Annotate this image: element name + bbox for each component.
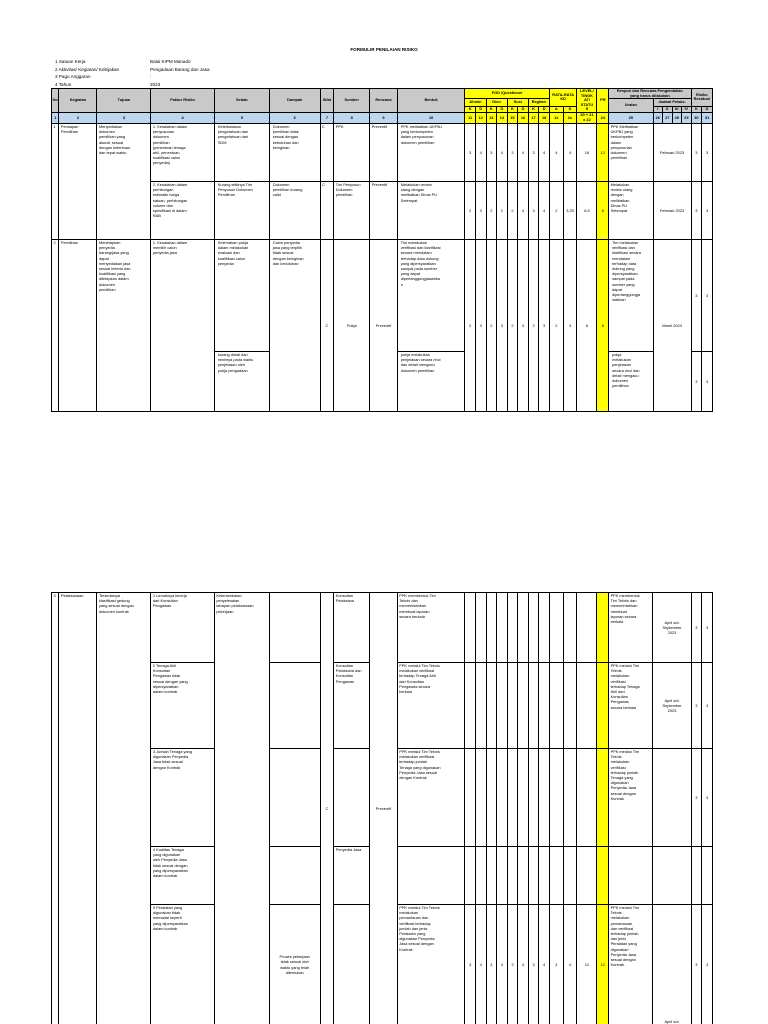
col-number: 5 bbox=[214, 112, 269, 123]
jadwal-sub: I bbox=[653, 106, 663, 112]
score-cell bbox=[539, 847, 550, 905]
col-number: 16 bbox=[518, 112, 529, 123]
score-cell bbox=[497, 749, 508, 847]
fgd-sub: K bbox=[465, 106, 476, 112]
col-respon: Respon dan Rencana Pengendalian yang harus dilakukan bbox=[609, 89, 691, 99]
row-tujuan: Menetapkan penyedia barang/jasa yang dapat menyediakan jasa sesuai kriteria dan kualifikasi yang ditetapkan dalam dokumen pemilihan bbox=[97, 239, 151, 411]
score-cell bbox=[528, 847, 539, 905]
col-uraian: Uraian bbox=[609, 99, 653, 113]
col-number: 15 bbox=[507, 112, 518, 123]
row-no: 3 bbox=[52, 593, 59, 1024]
residual-cell: 3 bbox=[702, 239, 713, 351]
score-cell: 3 bbox=[549, 905, 563, 1024]
score-cell bbox=[518, 749, 529, 847]
col-number: 17 bbox=[528, 112, 539, 123]
row-faktor: 4 Kualitas Tenaga yang digunakan oleh Penyedia Jasa tidak sesuai dengan yang dipersyaratkan dalam kontrak bbox=[151, 847, 214, 905]
score-cell bbox=[486, 749, 497, 847]
row-sumber: PPK bbox=[334, 123, 370, 181]
meta-label: 4 Tahun bbox=[55, 81, 72, 87]
score-cell: 4 bbox=[497, 905, 508, 1024]
table-row bbox=[52, 593, 713, 663]
row-bentuk: Tim melakukan verifikasi dan klarifikasi secara mendalam terhadap data dukung yang dipersyaratkan sampai pada sumber yang dapat dipertanggungjawabka n bbox=[397, 239, 465, 351]
score-cell: 3 bbox=[528, 905, 539, 1024]
score-cell: 3 bbox=[486, 123, 497, 181]
score-cell bbox=[507, 593, 518, 663]
row-dampak bbox=[269, 749, 320, 847]
row-uraian: PPK melalui Tim Teknis melakukan verifikasi terhadap jumlah Tenaga yang digunakan Penyedia Jasa sesuai dengan Kontrak bbox=[609, 749, 653, 847]
score-cell: 2 bbox=[486, 239, 497, 411]
score-cell bbox=[497, 847, 508, 905]
meta-label: 2 Aktivitas/ Kegiatan/ Kebijakan bbox=[55, 66, 120, 72]
score-cell bbox=[497, 663, 508, 749]
residual-cell: 3 bbox=[691, 123, 702, 181]
row-uraian: pokja melakukan penjelasan secara rinci dan detail mengacu dokumen pemilihan bbox=[609, 351, 653, 411]
col-number: 7 bbox=[320, 112, 334, 123]
residual-cell: 3 bbox=[691, 905, 702, 1024]
row-bentuk: PPK membentuk Tim Teknis dan memerintahkan membuat laporan secara berkala bbox=[397, 593, 465, 663]
col-number: 31 bbox=[702, 112, 713, 123]
row-sumber: Tim Penyusun Dokumen pemilihan bbox=[334, 181, 370, 239]
row-no: 2 bbox=[52, 239, 59, 411]
col-level: LEVEL/ TINGK AT/ STATU S bbox=[577, 89, 597, 113]
col-jadwal: Jadwal Pelaks. bbox=[653, 99, 691, 107]
residual-cell: 3 bbox=[702, 905, 713, 1024]
rata-sub: A bbox=[549, 106, 563, 112]
score-cell: 2 bbox=[528, 239, 539, 411]
score-cell bbox=[563, 749, 577, 847]
col-pr: PR bbox=[597, 89, 609, 113]
col-number: 6 bbox=[269, 112, 320, 123]
row-no: 1 bbox=[52, 123, 59, 239]
row-dampak: Calon penyedia jasa yang terpilih tidak sesuai dengan keinginan dan kebutuhan bbox=[269, 239, 320, 411]
col-residual: Risiko Residual bbox=[691, 89, 712, 107]
score-cell: 4 bbox=[539, 905, 550, 1024]
score-cell: 2 bbox=[497, 181, 508, 239]
row-sumber bbox=[334, 905, 370, 1024]
score-cell: 4 bbox=[563, 905, 577, 1024]
row-rencana: Preventif bbox=[370, 593, 397, 1024]
score-cell: 4 bbox=[475, 123, 486, 181]
score-cell: 6,5 bbox=[577, 181, 597, 239]
form-meta bbox=[55, 58, 210, 88]
score-cell bbox=[577, 663, 597, 749]
meta-label: 1 Satuan Kerja bbox=[55, 59, 86, 64]
row-kegiatan: Persiapan Pemilihan bbox=[59, 123, 97, 239]
col-number: 1x bbox=[549, 112, 563, 123]
score-cell bbox=[528, 593, 539, 663]
row-jadwal: Februari 2023 bbox=[653, 181, 691, 239]
row-uraian: PPK Melibatkan UKPBJ yang berkompeten dalam penyusunan dokumen pemilihan bbox=[609, 123, 653, 181]
pr-cell bbox=[597, 749, 609, 847]
row-jadwal: April s/d. September 2023 bbox=[653, 593, 691, 663]
score-cell: 4 bbox=[549, 123, 563, 181]
row-sumber: Konsultan Pelaksana dan Konsultan Pengawas bbox=[334, 663, 370, 749]
col-number: 24 bbox=[597, 112, 609, 123]
score-cell bbox=[497, 593, 508, 663]
row-faktor: 3 Jumlah Tenaga yang digunakan Penyedia Jasa tidak sesuai dengan Kontrak bbox=[151, 749, 214, 847]
score-cell bbox=[549, 749, 563, 847]
residual-cell: 3 bbox=[691, 663, 702, 749]
row-uraian: PPK membentuk Tim Teknis dan memerintahkan membuat laporan secara berkala bbox=[609, 593, 653, 663]
col-dampak: Dampak bbox=[269, 89, 320, 113]
row-bentuk: Melakukan review ulang dengan melibatkan Dinas PU Setempat bbox=[397, 181, 465, 239]
fgd-sub: D bbox=[475, 106, 486, 112]
score-cell: 3 bbox=[528, 181, 539, 239]
pr-cell: 12 bbox=[597, 123, 609, 181]
score-cell bbox=[577, 847, 597, 905]
meta-value: Pengadaan Barang dan Jasa bbox=[150, 66, 210, 72]
score-cell: 3 bbox=[528, 123, 539, 181]
row-faktor: 1. Kesalahan dalam memilih calon penyedia jasa bbox=[151, 239, 214, 411]
score-cell: 16 bbox=[577, 123, 597, 181]
col-rata: RATA-RATA KD bbox=[549, 89, 576, 107]
col-sumber: Sumber bbox=[334, 89, 370, 113]
residual-cell: 3 bbox=[691, 181, 702, 239]
score-cell: 3 bbox=[539, 239, 550, 411]
row-uraian: PPK melalui Tim Teknis melakukan pemantauan dan verifikasi terhadap jumlah dan jenis Peralatan yang digunakan Penyedia Jasa sesuai dengan Kontrak bbox=[609, 905, 653, 1024]
col-number: 30 bbox=[691, 112, 702, 123]
row-kegiatan: Pelaksanaan bbox=[59, 593, 97, 1024]
residual-sub: D bbox=[702, 106, 713, 112]
form-title: FORMULIR PENILAIAN RISIKO bbox=[350, 47, 418, 52]
fgd-sub: K bbox=[528, 106, 539, 112]
table-row bbox=[52, 239, 713, 351]
fgd-group: Susi bbox=[507, 99, 528, 107]
score-cell: 3 bbox=[486, 905, 497, 1024]
fgd-sub: K bbox=[486, 106, 497, 112]
score-cell bbox=[465, 593, 476, 663]
col-bentuk: Bentuk bbox=[397, 89, 465, 113]
col-kegiatan: Kegiatan bbox=[59, 89, 97, 113]
pr-cell bbox=[597, 593, 609, 663]
col-number: 20 + 21 x 22 bbox=[577, 112, 597, 123]
col-number: 28 bbox=[672, 112, 682, 123]
row-bentuk: PPK melalui Tim Teknis melakukan verifikasi terhadap Tenaga Ahli dari Konsultan Pengawas secara berkala bbox=[397, 663, 465, 749]
row-bentuk: PPK melalui Tim Teknis melakukan pemantauan dan verifikasi terhadap jumlah dan jenis Peralatan yang digunakan Penyedia Jasa sesuai dengan Kontrak bbox=[397, 905, 465, 1024]
fgd-sub: K bbox=[507, 106, 518, 112]
row-rencana: Preventif bbox=[370, 239, 397, 411]
score-cell: 2 bbox=[465, 181, 476, 239]
score-cell: 3 bbox=[507, 905, 518, 1024]
row-sumber: Penyedia Jasa bbox=[334, 847, 370, 905]
row-bentuk: PPK melalui Tim Teknis melakukan verifikasi terhadap jumlah Tenaga yang digunakan Penyedia Jasa sesuai dengan Kontrak bbox=[397, 749, 465, 847]
residual-cell: 3 bbox=[691, 351, 702, 411]
score-cell bbox=[549, 847, 563, 905]
residual-cell: 3 bbox=[702, 181, 713, 239]
residual-sub: K bbox=[691, 106, 702, 112]
row-sifat: C bbox=[320, 181, 334, 239]
row-sebab: Kurang telitinya Tim Penyusun Dokumen Pemilihan bbox=[214, 181, 269, 239]
fgd-group: Ahmin bbox=[465, 99, 486, 107]
column-number-row bbox=[52, 112, 713, 123]
row-sumber: Pokja bbox=[334, 239, 370, 411]
row-bentuk bbox=[397, 847, 465, 905]
row-uraian: Melakukan review ulang dengan melibatkan Dinas PU Setempat bbox=[609, 181, 653, 239]
residual-cell: 3 bbox=[702, 123, 713, 181]
col-number: 13 bbox=[486, 112, 497, 123]
col-faktor: Faktor Risiko bbox=[151, 89, 214, 113]
score-cell bbox=[539, 749, 550, 847]
score-cell bbox=[465, 847, 476, 905]
row-faktor: 1 Lemahnya kinerja dari Konsultan Pengawas bbox=[151, 593, 214, 663]
fgd-sub: D bbox=[539, 106, 550, 112]
fgd-group: Regitan bbox=[528, 99, 549, 107]
score-cell: 3 bbox=[563, 239, 577, 411]
score-cell bbox=[528, 749, 539, 847]
score-cell: 2 bbox=[549, 181, 563, 239]
score-cell bbox=[518, 663, 529, 749]
row-sifat: C bbox=[320, 239, 334, 411]
score-cell: 4 bbox=[475, 905, 486, 1024]
score-cell: 2 bbox=[465, 239, 476, 411]
row-tujuan: Tersedianya klasifikasi gedung yang sesuai dengan dokumen kontrak bbox=[97, 593, 151, 1024]
col-no: No bbox=[52, 89, 59, 113]
fgd-sub: D bbox=[497, 106, 508, 112]
score-cell bbox=[475, 663, 486, 749]
residual-cell bbox=[691, 847, 702, 905]
col-number: 18 bbox=[539, 112, 550, 123]
score-cell bbox=[475, 593, 486, 663]
col-number: 3 bbox=[97, 112, 151, 123]
pr-cell bbox=[597, 663, 609, 749]
score-cell: 2 bbox=[486, 181, 497, 239]
risk-table-continued bbox=[51, 592, 713, 1024]
row-sebab: kurang detail dan minimya pada waktu penjelasan oleh pokja pengadaan bbox=[214, 351, 269, 411]
row-tujuan: Menyediakan dokumen pemilihan yang akurat, sesuai dengan ketentuan dan tepat waktu bbox=[97, 123, 151, 239]
score-cell: 3 bbox=[475, 181, 486, 239]
col-number: 8 bbox=[334, 112, 370, 123]
score-cell bbox=[507, 749, 518, 847]
col-number: 4 bbox=[151, 112, 214, 123]
score-cell bbox=[563, 593, 577, 663]
row-bentuk: pokja melakukan penjelasan secara rinci dan detail mengacu dokumen pemilihan bbox=[397, 351, 465, 411]
score-cell: 2 bbox=[507, 181, 518, 239]
table-row bbox=[52, 181, 713, 239]
row-faktor: 2 Tenaga Ahli Konsultan Pengawas tidak sesuai dengan yang dipersyaratkan dalam kontrak bbox=[151, 663, 214, 749]
row-dampak bbox=[269, 847, 320, 905]
col-number: 29 bbox=[682, 112, 692, 123]
score-cell bbox=[539, 663, 550, 749]
score-cell bbox=[465, 663, 476, 749]
page-1 bbox=[0, 0, 768, 440]
row-dampak bbox=[269, 663, 320, 749]
score-cell bbox=[475, 847, 486, 905]
score-cell: 12 bbox=[577, 905, 597, 1024]
score-cell: 4 bbox=[518, 181, 529, 239]
residual-cell: 3 bbox=[691, 593, 702, 663]
score-cell: 4 bbox=[518, 123, 529, 181]
col-tujuan: Tujuan bbox=[97, 89, 151, 113]
row-dampak: Dokumen pemilihan kurang valid bbox=[269, 181, 320, 239]
residual-cell: 3 bbox=[702, 749, 713, 847]
residual-cell bbox=[702, 847, 713, 905]
row-sifat: C bbox=[320, 123, 334, 181]
score-cell: 4 bbox=[563, 123, 577, 181]
score-cell: 4 bbox=[539, 181, 550, 239]
col-number: 25 bbox=[609, 112, 653, 123]
col-number: 2x bbox=[563, 112, 577, 123]
score-cell bbox=[549, 593, 563, 663]
row-bentuk: PPK melibatkan UKPBJ yang berkompeten dalam penyusunan dokumen pemilihan bbox=[397, 123, 465, 181]
col-number: 11 bbox=[465, 112, 476, 123]
row-sebab: Kelemahan pokja dalam melakukan evaluasi dan kualifikasi calon penyedia bbox=[214, 239, 269, 351]
residual-cell: 3 bbox=[702, 351, 713, 411]
score-cell bbox=[539, 593, 550, 663]
col-number: 9 bbox=[370, 112, 397, 123]
pr-cell: 6 bbox=[597, 239, 609, 411]
row-sumber: Konsultan Pelaksana bbox=[334, 593, 370, 663]
score-cell: 3 bbox=[465, 123, 476, 181]
score-cell bbox=[475, 749, 486, 847]
row-jadwal: April s/d. September 2023 bbox=[653, 663, 691, 749]
row-uraian bbox=[609, 847, 653, 905]
row-rencana: Preventif bbox=[370, 123, 397, 181]
residual-cell: 3 bbox=[702, 663, 713, 749]
meta-label: 3 Pagu Anggaran bbox=[55, 74, 91, 80]
col-number: 10 bbox=[397, 112, 465, 123]
row-kegiatan: Pemilihan bbox=[59, 239, 97, 411]
rata-sub: D bbox=[563, 106, 577, 112]
pr-cell bbox=[597, 847, 609, 905]
meta-value: 2023 bbox=[150, 81, 161, 87]
meta-row bbox=[55, 58, 191, 66]
row-jadwal bbox=[653, 749, 691, 847]
row-dampak bbox=[269, 593, 320, 663]
score-cell: 4 bbox=[497, 123, 508, 181]
row-rencana: Preventif bbox=[370, 181, 397, 239]
score-cell: 2 bbox=[549, 239, 563, 411]
meta-row bbox=[55, 66, 210, 74]
col-sifat: Sifat bbox=[320, 89, 334, 113]
jadwal-sub: IV bbox=[682, 106, 692, 112]
score-cell bbox=[563, 663, 577, 749]
risk-table bbox=[51, 88, 713, 412]
pr-cell: 12 bbox=[597, 905, 609, 1024]
score-cell bbox=[486, 593, 497, 663]
col-fgd: FGD /Questioner bbox=[465, 89, 550, 99]
pr-cell: 6 bbox=[597, 181, 609, 239]
row-uraian: PPK melalui Tim Teknis melakukan verifikasi terhadap Tenaga Ahli dari Konsultan Pengawas secara berkala bbox=[609, 663, 653, 749]
row-faktor: 1. Kesalahan dalam penyusunan dokumen pemilihan (penentuan tenaga ahli, penentuan kualifikasi calon penyedia) bbox=[151, 123, 214, 181]
row-sebab: Keterlambatan penyelesaian tahapan pelaksanaan pekerjaan bbox=[214, 593, 269, 1024]
score-cell: 3 bbox=[475, 239, 486, 411]
page-2 bbox=[0, 590, 768, 1024]
col-number: 14 bbox=[497, 112, 508, 123]
score-cell: 4 bbox=[539, 123, 550, 181]
score-cell bbox=[486, 663, 497, 749]
row-sifat: C bbox=[320, 593, 334, 1024]
score-cell bbox=[518, 847, 529, 905]
score-cell: 3 bbox=[465, 905, 476, 1024]
col-number: 12 bbox=[475, 112, 486, 123]
meta-value: : bbox=[150, 74, 152, 80]
row-sebab: Keterbatasan pengetahuan dan pengetahuan dari SDM bbox=[214, 123, 269, 181]
score-cell: 2 bbox=[507, 239, 518, 411]
table-row bbox=[52, 123, 713, 181]
score-cell bbox=[563, 847, 577, 905]
meta-row bbox=[55, 73, 152, 81]
jadwal-sub: III bbox=[672, 106, 682, 112]
score-cell: 3 bbox=[497, 239, 508, 411]
score-cell bbox=[577, 749, 597, 847]
col-number: 1 bbox=[52, 112, 59, 123]
col-rencana: Rencana bbox=[370, 89, 397, 113]
row-jadwal: April s/d. bbox=[653, 905, 691, 1024]
row-jadwal: Februari 2023 bbox=[653, 123, 691, 181]
col-sebab: Sebab bbox=[214, 89, 269, 113]
fgd-sub: D bbox=[518, 106, 529, 112]
score-cell bbox=[486, 847, 497, 905]
residual-cell: 3 bbox=[702, 593, 713, 663]
score-cell: 4 bbox=[518, 905, 529, 1024]
row-jadwal bbox=[653, 847, 691, 905]
score-cell: 3,25 bbox=[563, 181, 577, 239]
row-dampak: Proses pekerjaan tidak sesuai dari waktu yang telah ditentukan bbox=[269, 905, 320, 1024]
row-jadwal: Maret 2023 bbox=[653, 239, 691, 411]
row-faktor: 2. Kesalahan dalam perhitungan estimatik harga satuan, perhitungan volume dan spesifikasi di dalam RAB bbox=[151, 181, 214, 239]
score-cell: 6 bbox=[577, 239, 597, 411]
residual-cell: 3 bbox=[691, 239, 702, 351]
score-cell bbox=[518, 593, 529, 663]
score-cell bbox=[507, 663, 518, 749]
meta-value: Balai KIPM Manado bbox=[150, 59, 191, 64]
col-number: 26 bbox=[653, 112, 663, 123]
score-cell: 3 bbox=[518, 239, 529, 411]
jadwal-sub: II bbox=[663, 106, 673, 112]
col-number: 2 bbox=[59, 112, 97, 123]
row-dampak: Dokumen pemilihan tidak sesuai dengan kebutuhan dan keinginan bbox=[269, 123, 320, 181]
score-cell bbox=[528, 663, 539, 749]
score-cell bbox=[465, 749, 476, 847]
col-number: 27 bbox=[663, 112, 673, 123]
score-cell bbox=[549, 663, 563, 749]
score-cell: 3 bbox=[507, 123, 518, 181]
score-cell bbox=[577, 593, 597, 663]
fgd-group: Dion bbox=[486, 99, 507, 107]
row-uraian: Tim melakukan verifikasi dan klarifikasi secara mendalam terhadap data dukung yang dipersyaratkan sampai pada sumber yang dapat dipertanggungja wabkan bbox=[609, 239, 653, 351]
row-sumber bbox=[334, 749, 370, 847]
score-cell bbox=[507, 847, 518, 905]
residual-cell: 3 bbox=[691, 749, 702, 847]
row-faktor: 5 Peralatan yang digunakan tidak memadai seperti yang dipersyaratkan dalam kontrak bbox=[151, 905, 214, 1024]
